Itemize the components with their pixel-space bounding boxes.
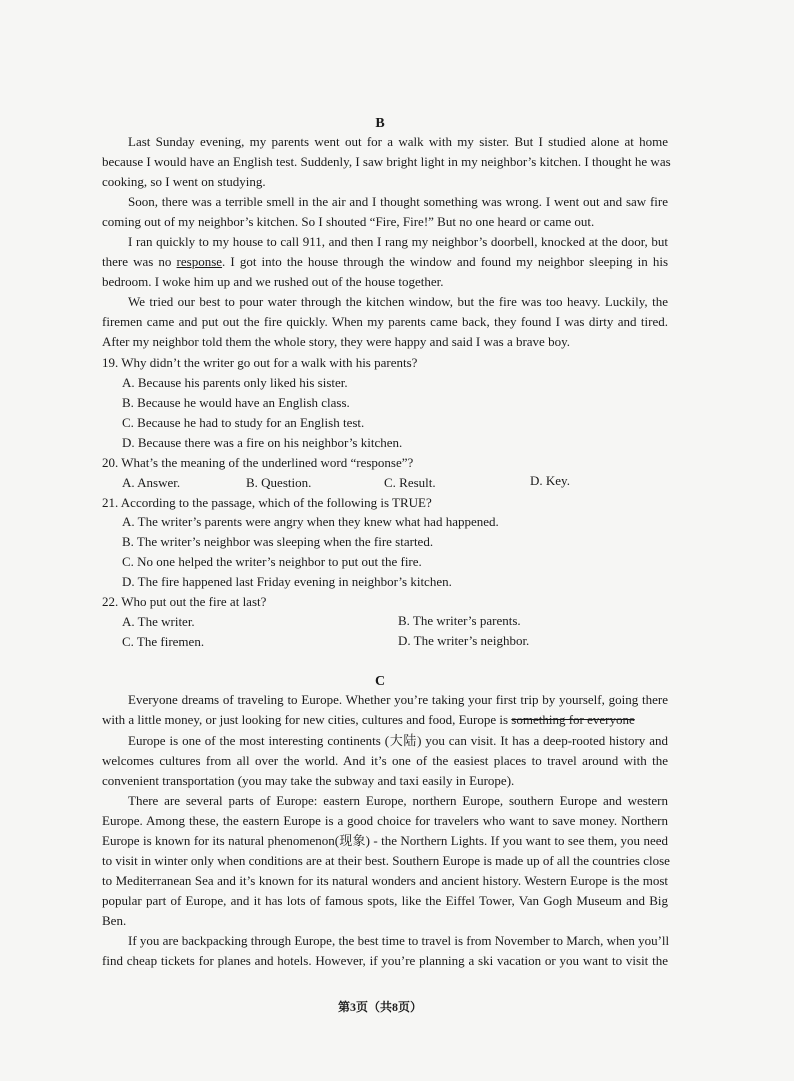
passage-b-line: cooking, so I went on studying. — [102, 174, 266, 189]
q19-option-b: B. Because he would have an English class. — [122, 395, 350, 410]
passage-c-line: welcomes cultures from all over the world. And it’s one of the easiest places to travel around with the — [102, 753, 668, 768]
passage-c-line: There are several parts of Europe: eastern Europe, northern Europe, southern Europe and western — [128, 793, 668, 808]
passage-c-line: to Mediterranean Sea and it’s known for its natural wonders and ancient history. Western Europe is the most — [102, 873, 668, 888]
passage-b-line: firemen came and put out the fire quickly. When my parents came back, they found I was dirty and tired. — [102, 314, 668, 329]
q19-option-c: C. Because he had to study for an English test. — [122, 415, 365, 430]
q22-option-d: D. The writer’s neighbor. — [398, 633, 530, 648]
q22-option-a: A. The writer. — [122, 614, 195, 629]
question-19: 19. Why didn’t the writer go out for a walk with his parents? — [102, 355, 418, 370]
q19-option-a: A. Because his parents only liked his sister. — [122, 375, 348, 390]
question-22: 22. Who put out the fire at last? — [102, 594, 267, 609]
passage-b-line: Soon, there was a terrible smell in the air and I thought something was wrong. I went out and saw fire — [128, 194, 668, 209]
passage-c-line: with a little money, or just looking for new cities, cultures and food, Europe is something for everyone — [102, 712, 635, 727]
passage-c-line: Europe. Among these, the eastern Europe is a good choice for travelers who want to save money. Northern — [102, 813, 668, 828]
passage-c-line: find cheap tickets for planes and hotels. However, if you’re planning a ski vacation or you want to visit the — [102, 953, 668, 968]
passage-c-line: convenient transportation (you may take the subway and taxi easily in Europe). — [102, 773, 515, 788]
q22-option-c: C. The firemen. — [122, 634, 205, 649]
passage-b-line: coming out of my neighbor’s kitchen. So I shouted “Fire, Fire!” But no one heard or came out. — [102, 214, 595, 229]
passage-b-line: After my neighbor told them the whole story, they were happy and said I was a brave boy. — [102, 334, 570, 349]
q19-option-d: D. Because there was a fire on his neighbor’s kitchen. — [122, 435, 403, 450]
passage-b-line: because I would have an English test. Suddenly, I saw bright light in my neighbor’s kitchen. I thought he was — [102, 154, 671, 169]
q21-option-a: A. The writer’s parents were angry when they knew what had happened. — [122, 514, 499, 529]
passage-b-line: Last Sunday evening, my parents went out for a walk with my sister. But I studied alone at home — [128, 134, 668, 149]
passage-c-line: If you are backpacking through Europe, the best time to travel is from November to March, when you’ll — [128, 933, 670, 948]
q22-option-b: B. The writer’s parents. — [398, 613, 521, 628]
passage-c-line: popular part of Europe, and it has lots of famous spots, like the Eiffel Tower, Van Gogh Museum and Big — [102, 893, 668, 908]
q20-option-a: A. Answer. — [122, 475, 181, 490]
passage-c-line: Ben. — [102, 913, 127, 928]
struck-text: something for everyone — [511, 712, 635, 727]
passage-c-line: Everyone dreams of traveling to Europe. Whether you’re taking your first trip by yourself, going there — [128, 692, 668, 707]
passage-c-line: to visit in winter only when conditions are at their best. Southern Europe is made up of all the countries close — [102, 853, 670, 868]
question-21: 21. According to the passage, which of the following is TRUE? — [102, 495, 432, 510]
passage-b-line: there was no response. I got into the house through the window and found my neighbor sleeping in his — [102, 254, 668, 269]
passage-c-line: Europe is one of the most interesting continents (大陆) you can visit. It has a deep-rooted history and — [128, 733, 668, 748]
section-c-heading: C — [374, 674, 386, 689]
underlined-word: response — [176, 254, 223, 269]
passage-c-line: Europe is known for its natural phenomenon(现象) - the Northern Lights. If you want to see them, you need — [102, 833, 668, 848]
q21-option-d: D. The fire happened last Friday evening in neighbor’s kitchen. — [122, 574, 452, 589]
q20-option-d: D. Key. — [530, 473, 570, 488]
q20-option-b: B. Question. — [246, 475, 312, 490]
q20-option-c: C. Result. — [384, 475, 436, 490]
question-20: 20. What’s the meaning of the underlined word “response”? — [102, 455, 414, 470]
q21-option-b: B. The writer’s neighbor was sleeping when the fire started. — [122, 534, 434, 549]
page-footer: 第3页（共8页） — [337, 1000, 422, 1014]
passage-b-line: We tried our best to pour water through the kitchen window, but the fire was too heavy. Luckily, the — [128, 294, 668, 309]
passage-b-line: I ran quickly to my house to call 911, and then I rang my neighbor’s doorbell, knocked at the door, but — [128, 234, 668, 249]
section-b-heading: B — [375, 116, 385, 131]
q21-option-c: C. No one helped the writer’s neighbor to put out the fire. — [122, 554, 422, 569]
passage-b-line: bedroom. I woke him up and we rushed out of the house together. — [102, 274, 444, 289]
